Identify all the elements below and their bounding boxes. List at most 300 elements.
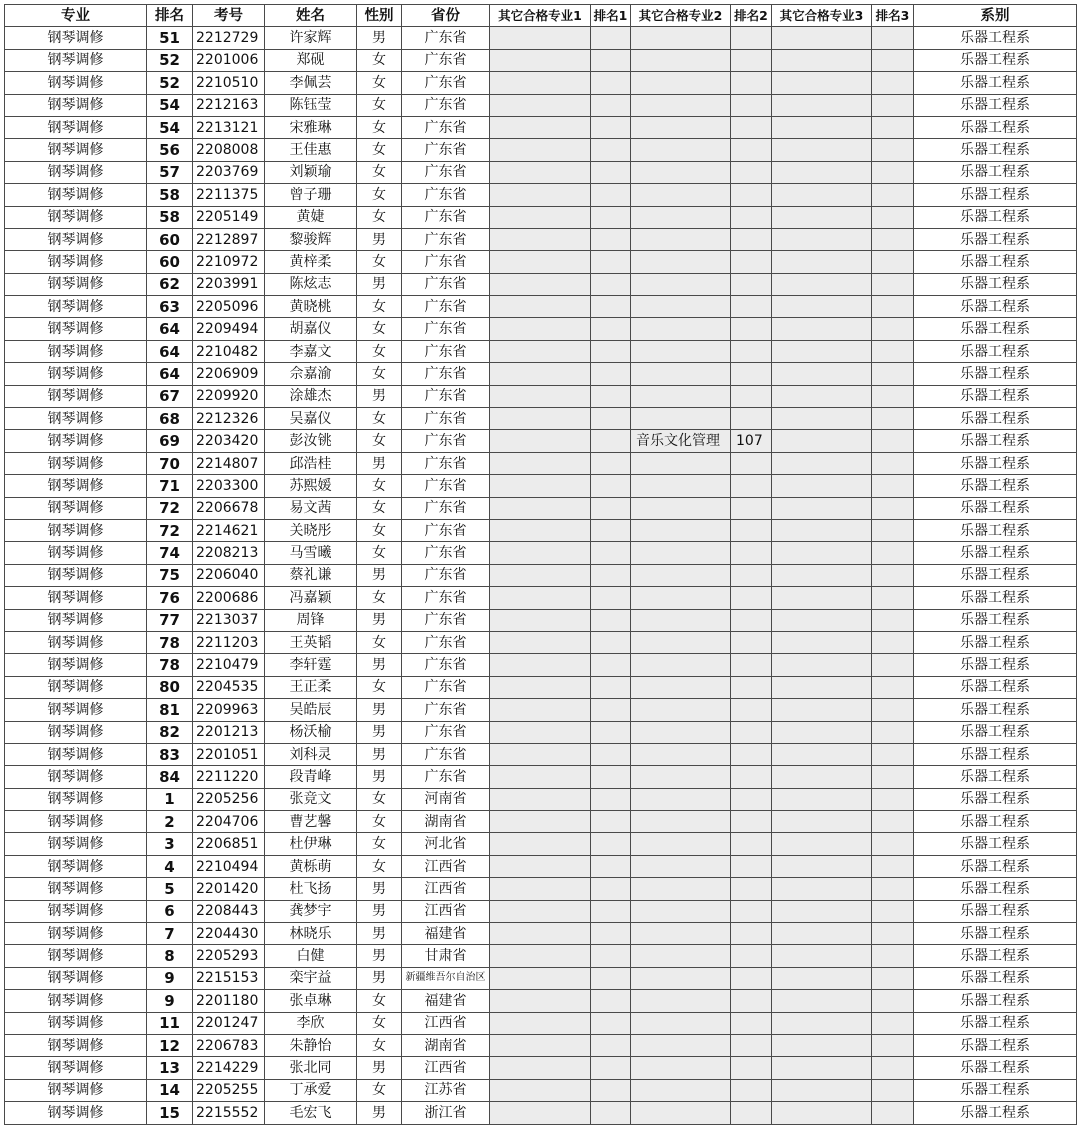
cell-other-major-1 [490,766,591,788]
cell-other-major-1 [490,833,591,855]
cell-other-major-1 [490,1079,591,1101]
cell-rank-3 [872,967,914,989]
cell-name: 杜伊琳 [265,833,357,855]
cell-other-major-3 [772,721,872,743]
cell-gender: 女 [357,990,402,1012]
cell-gender: 女 [357,430,402,452]
cell-province: 广东省 [402,363,490,385]
cell-rank-3 [872,587,914,609]
cell-other-major-1 [490,72,591,94]
cell-name: 彭汝铫 [265,430,357,452]
cell-other-major-3 [772,967,872,989]
cell-rank-1 [591,206,631,228]
cell-name: 陈炫志 [265,273,357,295]
cell-rank-3 [872,497,914,519]
header-exam-number: 考号 [193,5,265,27]
cell-rank-2 [731,609,772,631]
cell-other-major-3 [772,94,872,116]
cell-name: 邱浩桂 [265,452,357,474]
cell-major: 钢琴调修 [5,878,147,900]
table-row [5,340,1077,362]
table-row [5,766,1077,788]
cell-major: 钢琴调修 [5,923,147,945]
cell-other-major-1 [490,318,591,340]
cell-other-major-3 [772,923,872,945]
table-row [5,1102,1077,1124]
cell-other-major-2 [631,497,731,519]
cell-province: 福建省 [402,990,490,1012]
cell-major: 钢琴调修 [5,475,147,497]
table-row [5,251,1077,273]
cell-name: 郑砚 [265,49,357,71]
cell-rank: 72 [147,519,193,541]
cell-rank: 80 [147,676,193,698]
cell-other-major-3 [772,139,872,161]
cell-rank-3 [872,564,914,586]
table-row [5,49,1077,71]
cell-rank-3 [872,519,914,541]
cell-other-major-2 [631,184,731,206]
cell-exam-number: 2205149 [193,206,265,228]
cell-name: 李佩芸 [265,72,357,94]
cell-rank-2 [731,139,772,161]
cell-name: 林晓乐 [265,923,357,945]
table-row [5,184,1077,206]
cell-name: 马雪曦 [265,542,357,564]
cell-province: 广东省 [402,228,490,250]
cell-gender: 男 [357,1057,402,1079]
cell-rank-3 [872,318,914,340]
cell-major: 钢琴调修 [5,855,147,877]
cell-rank-1 [591,855,631,877]
cell-rank: 75 [147,564,193,586]
cell-other-major-1 [490,161,591,183]
cell-exam-number: 2212326 [193,408,265,430]
cell-other-major-1 [490,811,591,833]
cell-exam-number: 2201247 [193,1012,265,1034]
cell-department: 乐器工程系 [914,900,1077,922]
cell-department: 乐器工程系 [914,296,1077,318]
cell-major: 钢琴调修 [5,94,147,116]
cell-gender: 女 [357,1079,402,1101]
cell-rank-1 [591,900,631,922]
cell-major: 钢琴调修 [5,833,147,855]
cell-gender: 女 [357,49,402,71]
cell-province: 广东省 [402,206,490,228]
table-row [5,923,1077,945]
cell-major: 钢琴调修 [5,1012,147,1034]
cell-rank-2 [731,631,772,653]
cell-name: 曾子珊 [265,184,357,206]
cell-other-major-1 [490,542,591,564]
cell-major: 钢琴调修 [5,788,147,810]
cell-department: 乐器工程系 [914,923,1077,945]
cell-exam-number: 2205096 [193,296,265,318]
cell-other-major-3 [772,564,872,586]
cell-other-major-1 [490,452,591,474]
cell-exam-number: 2208443 [193,900,265,922]
cell-other-major-1 [490,878,591,900]
cell-province: 广东省 [402,184,490,206]
header-department: 系别 [914,5,1077,27]
cell-rank-3 [872,340,914,362]
cell-rank-1 [591,273,631,295]
cell-other-major-3 [772,654,872,676]
cell-rank-1 [591,945,631,967]
cell-gender: 男 [357,743,402,765]
cell-province: 广东省 [402,27,490,49]
cell-other-major-1 [490,27,591,49]
cell-rank-2 [731,699,772,721]
cell-major: 钢琴调修 [5,363,147,385]
cell-rank-3 [872,1034,914,1056]
cell-exam-number: 2201006 [193,49,265,71]
cell-major: 钢琴调修 [5,72,147,94]
cell-major: 钢琴调修 [5,1057,147,1079]
cell-other-major-2 [631,900,731,922]
cell-rank-3 [872,855,914,877]
table-row [5,452,1077,474]
cell-exam-number: 2203769 [193,161,265,183]
cell-department: 乐器工程系 [914,945,1077,967]
cell-rank: 70 [147,452,193,474]
cell-major: 钢琴调修 [5,452,147,474]
cell-rank-1 [591,833,631,855]
cell-other-major-1 [490,228,591,250]
cell-gender: 女 [357,1034,402,1056]
table-row [5,94,1077,116]
cell-name: 周锋 [265,609,357,631]
cell-other-major-2 [631,363,731,385]
cell-name: 胡嘉仪 [265,318,357,340]
cell-gender: 女 [357,542,402,564]
cell-exam-number: 2214229 [193,1057,265,1079]
cell-name: 杨沃榆 [265,721,357,743]
cell-province: 广东省 [402,49,490,71]
cell-rank-2 [731,161,772,183]
cell-major: 钢琴调修 [5,273,147,295]
cell-rank: 57 [147,161,193,183]
cell-rank-3 [872,1079,914,1101]
cell-exam-number: 2210972 [193,251,265,273]
cell-rank: 54 [147,116,193,138]
cell-other-major-2 [631,228,731,250]
cell-department: 乐器工程系 [914,116,1077,138]
cell-province: 江西省 [402,855,490,877]
cell-department: 乐器工程系 [914,318,1077,340]
cell-gender: 女 [357,587,402,609]
cell-gender: 男 [357,1102,402,1124]
cell-rank: 14 [147,1079,193,1101]
cell-exam-number: 2203420 [193,430,265,452]
header-rank-1: 排名1 [591,5,631,27]
cell-other-major-1 [490,1102,591,1124]
cell-rank: 7 [147,923,193,945]
cell-major: 钢琴调修 [5,721,147,743]
cell-other-major-2 [631,27,731,49]
cell-gender: 女 [357,94,402,116]
cell-rank-1 [591,475,631,497]
table-row [5,676,1077,698]
cell-rank-2 [731,228,772,250]
cell-other-major-3 [772,408,872,430]
cell-rank-1 [591,363,631,385]
cell-department: 乐器工程系 [914,654,1077,676]
cell-major: 钢琴调修 [5,228,147,250]
cell-name: 涂雄杰 [265,385,357,407]
cell-name: 冯嘉颖 [265,587,357,609]
cell-major: 钢琴调修 [5,116,147,138]
cell-major: 钢琴调修 [5,497,147,519]
cell-major: 钢琴调修 [5,587,147,609]
cell-other-major-2 [631,1034,731,1056]
cell-other-major-2 [631,340,731,362]
table-row [5,587,1077,609]
cell-gender: 男 [357,721,402,743]
cell-name: 李欣 [265,1012,357,1034]
cell-rank-3 [872,161,914,183]
cell-major: 钢琴调修 [5,385,147,407]
cell-major: 钢琴调修 [5,184,147,206]
cell-rank-1 [591,430,631,452]
cell-other-major-3 [772,900,872,922]
cell-exam-number: 2205256 [193,788,265,810]
cell-rank-1 [591,408,631,430]
cell-department: 乐器工程系 [914,161,1077,183]
cell-province: 广东省 [402,139,490,161]
cell-province: 湖南省 [402,1034,490,1056]
cell-name: 黄梓柔 [265,251,357,273]
cell-exam-number: 2206783 [193,1034,265,1056]
cell-exam-number: 2214807 [193,452,265,474]
cell-rank-3 [872,184,914,206]
cell-exam-number: 2205255 [193,1079,265,1101]
cell-other-major-1 [490,631,591,653]
cell-rank-3 [872,990,914,1012]
cell-name: 曹艺馨 [265,811,357,833]
cell-department: 乐器工程系 [914,631,1077,653]
cell-province: 广东省 [402,699,490,721]
cell-gender: 男 [357,699,402,721]
table-row [5,1034,1077,1056]
cell-name: 李轩霆 [265,654,357,676]
cell-other-major-2 [631,564,731,586]
cell-province: 广东省 [402,385,490,407]
cell-other-major-3 [772,811,872,833]
cell-rank-3 [872,743,914,765]
cell-name: 陈钰莹 [265,94,357,116]
cell-rank-1 [591,452,631,474]
cell-department: 乐器工程系 [914,542,1077,564]
cell-other-major-2 [631,475,731,497]
cell-rank-3 [872,27,914,49]
cell-rank: 6 [147,900,193,922]
cell-department: 乐器工程系 [914,1102,1077,1124]
cell-major: 钢琴调修 [5,766,147,788]
cell-rank-2 [731,475,772,497]
cell-other-major-3 [772,385,872,407]
cell-name: 朱静怡 [265,1034,357,1056]
table-row [5,519,1077,541]
cell-rank-1 [591,228,631,250]
cell-rank: 63 [147,296,193,318]
cell-exam-number: 2211220 [193,766,265,788]
cell-department: 乐器工程系 [914,72,1077,94]
cell-rank-1 [591,1057,631,1079]
cell-rank-1 [591,564,631,586]
cell-exam-number: 2214621 [193,519,265,541]
cell-other-major-2 [631,766,731,788]
cell-gender: 女 [357,811,402,833]
cell-other-major-2 [631,811,731,833]
cell-rank-1 [591,184,631,206]
cell-rank: 8 [147,945,193,967]
table-row [5,654,1077,676]
cell-exam-number: 2210482 [193,340,265,362]
header-name: 姓名 [265,5,357,27]
cell-department: 乐器工程系 [914,878,1077,900]
cell-exam-number: 2213121 [193,116,265,138]
cell-rank-2 [731,206,772,228]
cell-rank: 71 [147,475,193,497]
cell-other-major-3 [772,878,872,900]
cell-rank: 72 [147,497,193,519]
cell-other-major-3 [772,49,872,71]
cell-province: 广东省 [402,587,490,609]
cell-province: 江西省 [402,1057,490,1079]
cell-other-major-2 [631,1057,731,1079]
cell-rank-1 [591,654,631,676]
header-province: 省份 [402,5,490,27]
cell-rank-1 [591,139,631,161]
cell-province: 广东省 [402,609,490,631]
cell-department: 乐器工程系 [914,139,1077,161]
table-row [5,855,1077,877]
cell-exam-number: 2209494 [193,318,265,340]
cell-exam-number: 2213037 [193,609,265,631]
cell-rank-1 [591,340,631,362]
cell-rank-1 [591,94,631,116]
cell-name: 毛宏飞 [265,1102,357,1124]
cell-gender: 女 [357,833,402,855]
cell-department: 乐器工程系 [914,990,1077,1012]
cell-exam-number: 2209920 [193,385,265,407]
cell-other-major-2 [631,587,731,609]
table-row [5,811,1077,833]
cell-other-major-3 [772,475,872,497]
cell-rank-3 [872,833,914,855]
cell-rank-1 [591,1012,631,1034]
cell-other-major-1 [490,1012,591,1034]
cell-exam-number: 2208213 [193,542,265,564]
cell-rank-2: 107 [731,430,772,452]
cell-name: 段青峰 [265,766,357,788]
cell-other-major-2 [631,654,731,676]
cell-gender: 女 [357,676,402,698]
cell-name: 黄栎萌 [265,855,357,877]
cell-rank-1 [591,878,631,900]
table-row [5,564,1077,586]
cell-other-major-1 [490,564,591,586]
cell-name: 许家辉 [265,27,357,49]
table-row [5,1057,1077,1079]
cell-name: 易文茜 [265,497,357,519]
cell-other-major-1 [490,49,591,71]
cell-rank-2 [731,49,772,71]
cell-other-major-3 [772,116,872,138]
cell-exam-number: 2203991 [193,273,265,295]
cell-major: 钢琴调修 [5,676,147,698]
cell-department: 乐器工程系 [914,49,1077,71]
cell-rank-1 [591,743,631,765]
cell-gender: 女 [357,497,402,519]
cell-other-major-2 [631,990,731,1012]
cell-other-major-2 [631,721,731,743]
cell-other-major-2 [631,609,731,631]
table-row [5,833,1077,855]
cell-province: 浙江省 [402,1102,490,1124]
cell-gender: 男 [357,766,402,788]
cell-gender: 女 [357,788,402,810]
cell-other-major-1 [490,855,591,877]
cell-department: 乐器工程系 [914,743,1077,765]
cell-major: 钢琴调修 [5,699,147,721]
cell-rank: 52 [147,49,193,71]
cell-rank: 60 [147,228,193,250]
cell-rank-1 [591,1079,631,1101]
cell-department: 乐器工程系 [914,1079,1077,1101]
cell-rank-1 [591,385,631,407]
cell-rank-2 [731,766,772,788]
cell-rank-3 [872,1102,914,1124]
cell-name: 王正柔 [265,676,357,698]
cell-province: 福建省 [402,923,490,945]
cell-rank-2 [731,990,772,1012]
cell-department: 乐器工程系 [914,699,1077,721]
cell-province: 新疆维吾尔自治区 [402,967,490,989]
cell-rank-3 [872,273,914,295]
cell-gender: 男 [357,273,402,295]
cell-name: 苏熙媛 [265,475,357,497]
cell-province: 广东省 [402,564,490,586]
cell-exam-number: 2211203 [193,631,265,653]
cell-other-major-3 [772,1102,872,1124]
cell-rank-3 [872,49,914,71]
cell-gender: 男 [357,923,402,945]
cell-department: 乐器工程系 [914,855,1077,877]
cell-rank-2 [731,721,772,743]
cell-rank-3 [872,788,914,810]
cell-other-major-2 [631,833,731,855]
cell-other-major-2 [631,296,731,318]
cell-exam-number: 2206040 [193,564,265,586]
cell-rank-2 [731,184,772,206]
cell-other-major-1 [490,609,591,631]
cell-other-major-1 [490,251,591,273]
cell-other-major-1 [490,497,591,519]
cell-other-major-3 [772,676,872,698]
cell-department: 乐器工程系 [914,340,1077,362]
cell-name: 白健 [265,945,357,967]
cell-major: 钢琴调修 [5,49,147,71]
cell-province: 广东省 [402,273,490,295]
cell-other-major-2 [631,116,731,138]
cell-rank: 84 [147,766,193,788]
cell-province: 江苏省 [402,1079,490,1101]
cell-rank: 9 [147,990,193,1012]
table-row [5,72,1077,94]
cell-major: 钢琴调修 [5,967,147,989]
